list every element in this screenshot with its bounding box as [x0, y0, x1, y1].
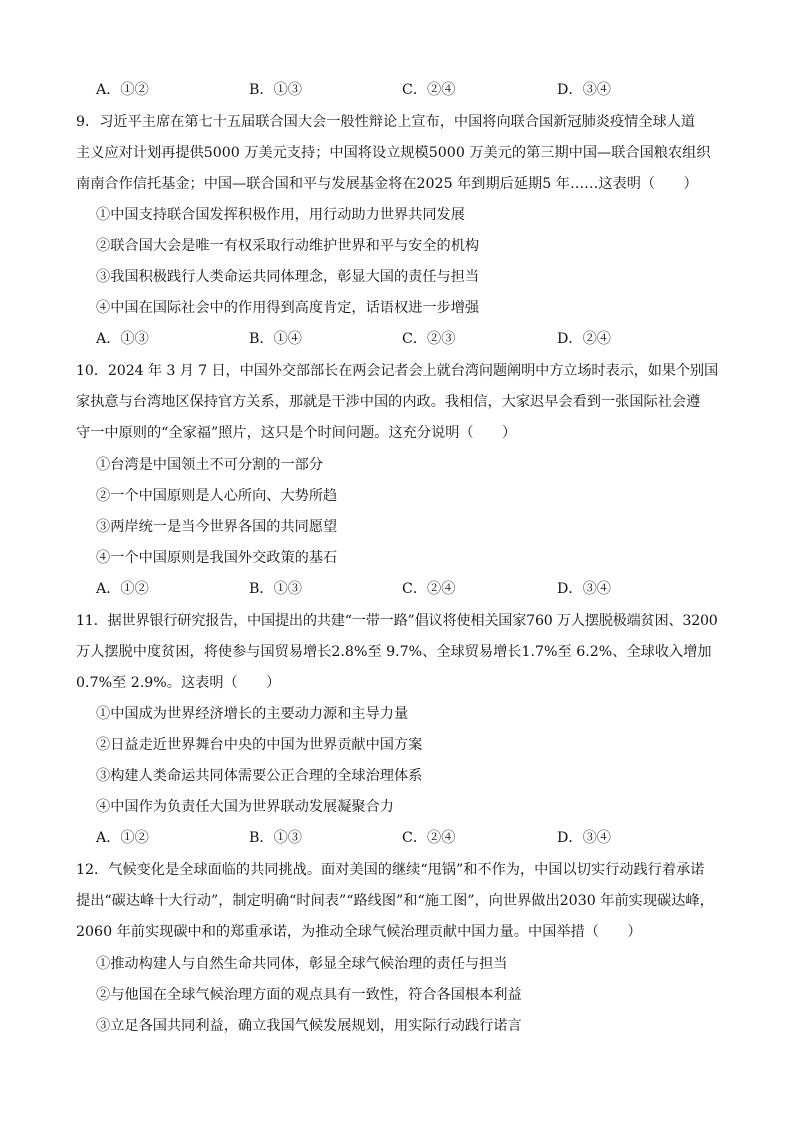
q9-stem-line-2: 主义应对计划再提供5000 万美元支持；中国将设立规模5000 万美元的第三期中国—联合国粮农组织 [76, 145, 711, 161]
q9-option-2: ②联合国大会是唯一有权采取行动维护世界和平与安全的机构 [96, 238, 480, 254]
q10-option-2: ②一个中国原则是人心所向、大势所趋 [96, 488, 338, 504]
q11-answer-row [96, 828, 716, 848]
q10-answer-b[interactable]: B．①③ [249, 581, 302, 597]
q9-answer-c[interactable]: C．②③ [402, 331, 456, 347]
q11-stem-line-3: 0.7%至 2.9%。这表明（ ） [76, 675, 281, 691]
q12-stem-line-1: 12．气候变化是全球面临的共同挑战。面对美国的继续“甩锅”和不作为，中国以切实行动践行着承诺 [76, 862, 705, 878]
q8-answer-a[interactable]: A．①② [96, 82, 149, 98]
q8-answer-row [96, 80, 716, 100]
q10-stem-line-3: 守一中原则的“全家福”照片，这只是个时间问题。这充分说明（ ） [76, 425, 517, 441]
q10-stem-line-1: 10．2024 年 3 月 7 日，中国外交部部长在两会记者会上就台湾问题阐明中方立场时表示，如果个别国 [76, 363, 719, 379]
q11-answer-d[interactable]: D．③④ [557, 830, 611, 846]
q8-answer-c[interactable]: C．②④ [402, 82, 456, 98]
q11-option-1: ①中国成为世界经济增长的主要动力源和主导力量 [96, 706, 409, 722]
q12-stem-line-2: 提出“碳达峰十大行动”，制定明确“时间表”“路线图”和“施工图”，向世界做出2030 年前实现碳达峰， [76, 893, 714, 909]
q10-answer-row [96, 579, 716, 599]
q11-stem-line-2: 万人摆脱中度贫困，将使参与国贸易增长2.8%至 9.7%、全球贸易增长1.7%至 6.2%、全球收入增加 [76, 644, 712, 660]
q9-stem-line-3: 南南合作信托基金；中国—联合国和平与发展基金将在2025 年到期后延期5 年……这表明（ ） [76, 176, 698, 192]
q11-option-2: ②日益走近世界舞台中央的中国为世界贡献中国方案 [96, 737, 423, 753]
q12-stem-line-3: 2060 年前实现碳中和的郑重承诺，为推动全球气候治理贡献中国力量。中国举措（ ） [76, 924, 642, 940]
q12-option-3: ③立足各国共同利益，确立我国气候发展规划，用实际行动践行诺言 [96, 1018, 522, 1034]
q11-answer-b[interactable]: B．①③ [249, 830, 302, 846]
q9-option-3: ③我国积极践行人类命运共同体理念，彰显大国的责任与担当 [96, 269, 480, 285]
q10-stem-line-2: 家执意与台湾地区保持官方关系，那就是干涉中国的内政。我相信，大家迟早会看到一张国际社会遵 [76, 394, 701, 410]
q12-option-1: ①推动构建人与自然生命共同体，彰显全球气候治理的责任与担当 [96, 956, 508, 972]
q10-option-3: ③两岸统一是当今世界各国的共同愿望 [96, 519, 338, 535]
q8-answer-d[interactable]: D．③④ [557, 82, 611, 98]
q10-answer-a[interactable]: A．①② [96, 581, 149, 597]
q9-answer-b[interactable]: B．①④ [249, 331, 302, 347]
q10-option-4: ④一个中国原则是我国外交政策的基石 [96, 550, 338, 566]
q9-answer-a[interactable]: A．①③ [96, 331, 149, 347]
q10-answer-c[interactable]: C．②④ [402, 581, 456, 597]
q9-answer-d[interactable]: D．②④ [557, 331, 611, 347]
q11-option-3: ③构建人类命运共同体需要公正合理的全球治理体系 [96, 768, 423, 784]
q11-answer-a[interactable]: A．①② [96, 830, 149, 846]
q8-answer-b[interactable]: B．①③ [249, 82, 302, 98]
q12-option-2: ②与他国在全球气候治理方面的观点具有一致性，符合各国根本利益 [96, 987, 522, 1003]
q9-answer-row [96, 329, 716, 349]
q11-option-4: ④中国作为负责任大国为世界联动发展凝聚合力 [96, 799, 394, 815]
q11-answer-c[interactable]: C．②④ [402, 830, 456, 846]
q9-option-4: ④中国在国际社会中的作用得到高度肯定，话语权进一步增强 [96, 300, 480, 316]
q10-answer-d[interactable]: D．③④ [557, 581, 611, 597]
q10-option-1: ①台湾是中国领土不可分割的一部分 [96, 457, 324, 473]
q9-option-1: ①中国支持联合国发挥积极作用，用行动助力世界共同发展 [96, 207, 465, 223]
q11-stem-line-1: 11．据世界银行研究报告，中国提出的共建“一带一路”倡议将使相关国家760 万人摆脱极端贫困、3200 [76, 613, 718, 629]
q9-stem-line-1: 9．习近平主席在第七十五届联合国大会一般性辩论上宣布，中国将向联合国新冠肺炎疫情全球人道 [76, 114, 696, 130]
